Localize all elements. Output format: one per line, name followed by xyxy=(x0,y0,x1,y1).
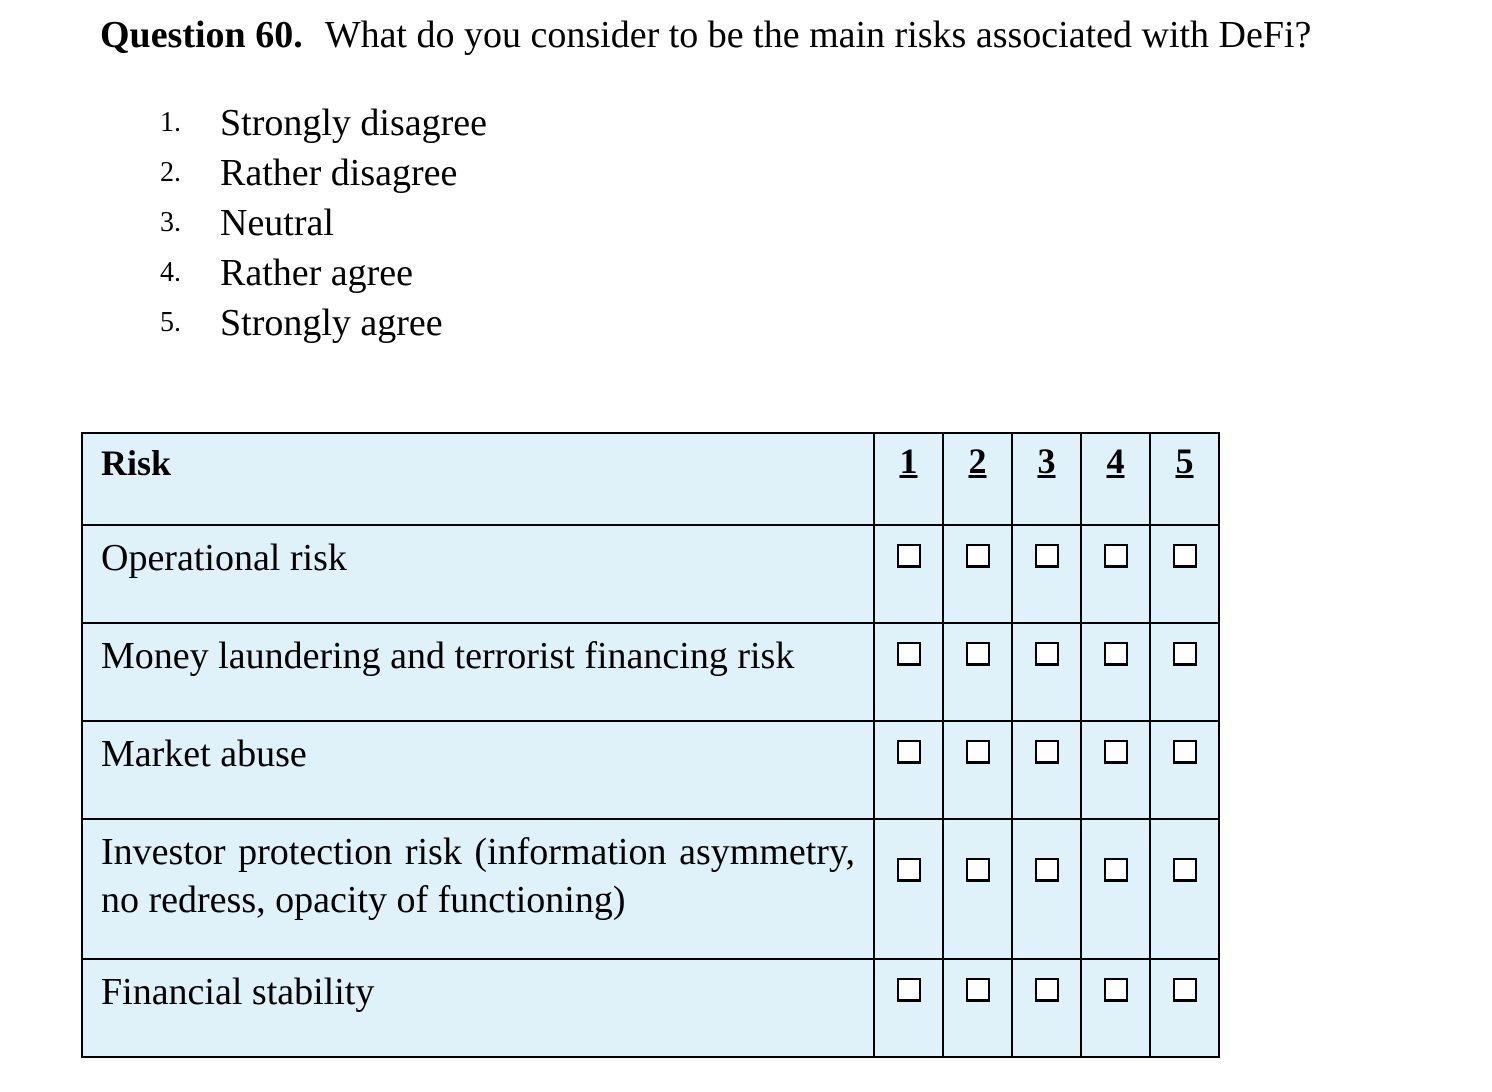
scale-column-header-2: 2 xyxy=(943,433,1012,525)
risk-label: Operational risk xyxy=(82,525,874,623)
rating-checkbox-3[interactable] xyxy=(1035,978,1059,1002)
rating-cell xyxy=(1012,959,1081,1057)
rating-cell xyxy=(943,819,1012,959)
scale-item xyxy=(160,198,487,248)
rating-cell xyxy=(1012,623,1081,721)
table-row xyxy=(82,623,1219,721)
rating-checkbox-5[interactable] xyxy=(1173,740,1197,764)
risk-label: Market abuse xyxy=(82,721,874,819)
table-row xyxy=(82,721,1219,819)
rating-scale-legend xyxy=(160,98,487,348)
rating-checkbox-4[interactable] xyxy=(1104,642,1128,666)
rating-checkbox-1[interactable] xyxy=(897,978,921,1002)
rating-cell xyxy=(1012,525,1081,623)
rating-checkbox-3[interactable] xyxy=(1035,858,1059,882)
table-row xyxy=(82,525,1219,623)
rating-checkbox-4[interactable] xyxy=(1104,978,1128,1002)
rating-checkbox-2[interactable] xyxy=(966,642,990,666)
rating-cell xyxy=(1081,721,1150,819)
risk-label: Financial stability xyxy=(82,959,874,1057)
scale-item xyxy=(160,98,487,148)
rating-cell xyxy=(943,721,1012,819)
rating-cell xyxy=(1150,959,1219,1057)
rating-checkbox-5[interactable] xyxy=(1173,544,1197,568)
rating-checkbox-5[interactable] xyxy=(1173,858,1197,882)
rating-cell xyxy=(1012,721,1081,819)
rating-cell xyxy=(1150,525,1219,623)
rating-cell xyxy=(874,623,943,721)
rating-checkbox-4[interactable] xyxy=(1104,544,1128,568)
rating-cell xyxy=(874,525,943,623)
scale-label: Neutral xyxy=(220,202,334,244)
rating-checkbox-1[interactable] xyxy=(897,858,921,882)
question-heading xyxy=(100,12,1311,58)
risk-column-header: Risk xyxy=(82,433,874,525)
rating-checkbox-1[interactable] xyxy=(897,740,921,764)
scale-label: Rather disagree xyxy=(220,152,458,194)
scale-label: Rather agree xyxy=(220,252,414,294)
rating-cell xyxy=(874,721,943,819)
scale-number: 3. xyxy=(160,207,181,238)
rating-checkbox-5[interactable] xyxy=(1173,978,1197,1002)
scale-number: 1. xyxy=(160,107,181,138)
rating-cell xyxy=(943,525,1012,623)
scale-label: Strongly disagree xyxy=(220,102,488,144)
rating-checkbox-3[interactable] xyxy=(1035,740,1059,764)
scale-item xyxy=(160,148,487,198)
rating-cell xyxy=(874,959,943,1057)
question-number: Question 60. xyxy=(100,14,303,56)
table-row xyxy=(82,819,1219,959)
rating-cell xyxy=(1150,721,1219,819)
rating-checkbox-4[interactable] xyxy=(1104,858,1128,882)
rating-cell xyxy=(1081,623,1150,721)
rating-cell xyxy=(943,623,1012,721)
scale-column-header-1: 1 xyxy=(874,433,943,525)
rating-checkbox-2[interactable] xyxy=(966,544,990,568)
rating-cell xyxy=(1081,959,1150,1057)
rating-checkbox-1[interactable] xyxy=(897,642,921,666)
rating-cell xyxy=(874,819,943,959)
rating-checkbox-5[interactable] xyxy=(1173,642,1197,666)
scale-label: Strongly agree xyxy=(220,302,443,344)
scale-number: 5. xyxy=(160,307,181,338)
rating-checkbox-3[interactable] xyxy=(1035,544,1059,568)
rating-cell xyxy=(1081,819,1150,959)
rating-checkbox-3[interactable] xyxy=(1035,642,1059,666)
risk-rating-table xyxy=(81,432,1220,1058)
question-text: What do you consider to be the main risks associated with DeFi? xyxy=(324,14,1312,56)
rating-cell xyxy=(1150,819,1219,959)
rating-checkbox-2[interactable] xyxy=(966,858,990,882)
rating-checkbox-4[interactable] xyxy=(1104,740,1128,764)
scale-column-header-3: 3 xyxy=(1012,433,1081,525)
rating-checkbox-2[interactable] xyxy=(966,978,990,1002)
rating-checkbox-1[interactable] xyxy=(897,544,921,568)
rating-cell xyxy=(943,959,1012,1057)
scale-column-header-5: 5 xyxy=(1150,433,1219,525)
rating-cell xyxy=(1081,525,1150,623)
risk-label: Investor protection risk (information asymmetry, no redress, opacity of functioning) xyxy=(82,819,874,959)
rating-cell xyxy=(1012,819,1081,959)
table-header-row xyxy=(82,433,1219,525)
rating-checkbox-2[interactable] xyxy=(966,740,990,764)
risk-label: Money laundering and terrorist financing risk xyxy=(82,623,874,721)
scale-number: 2. xyxy=(160,157,181,188)
rating-cell xyxy=(1150,623,1219,721)
table-row xyxy=(82,959,1219,1057)
scale-column-header-4: 4 xyxy=(1081,433,1150,525)
scale-number: 4. xyxy=(160,257,181,288)
scale-item xyxy=(160,248,487,298)
scale-item xyxy=(160,298,487,348)
